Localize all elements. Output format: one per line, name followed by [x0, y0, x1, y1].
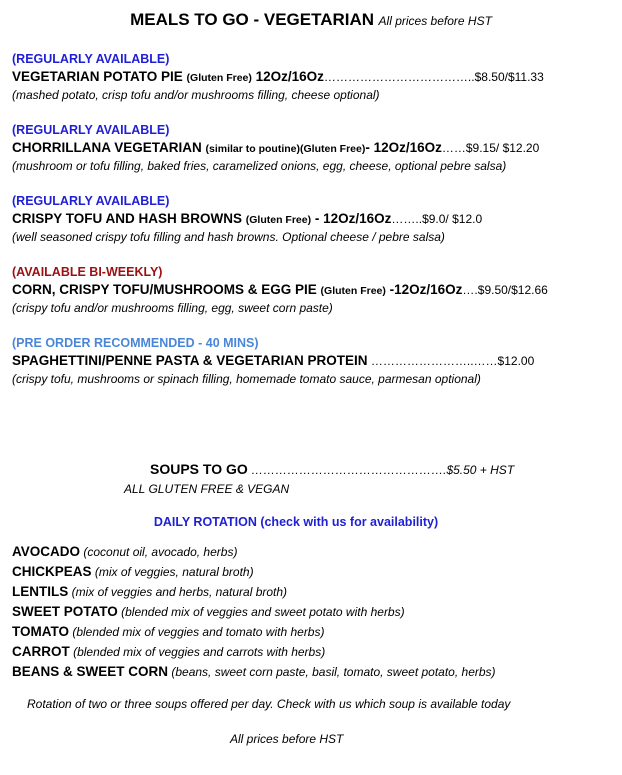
soup-name: AVOCADO [12, 544, 81, 559]
item-size: - 12Oz/16Oz [365, 140, 442, 155]
soup-name: BEANS & SWEET CORN [12, 664, 169, 679]
soup-item [12, 542, 496, 562]
item-note: (Gluten Free) [245, 214, 312, 226]
soup-name: LENTILS [12, 584, 69, 599]
item-description: (mushroom or tofu filling, baked fries, caramelized onions, egg, cheese, optional pebre salsa) [12, 159, 507, 173]
leader-dots: …….. [391, 212, 423, 226]
soup-description: (beans, sweet corn paste, basil, tomato, sweet potato, herbs) [171, 665, 496, 679]
soup-description: (blended mix of veggies and tomato with herbs) [72, 625, 325, 639]
menu-subtitle: All prices before HST [378, 14, 492, 28]
leader-dots: ……………………………….. [323, 70, 475, 84]
soup-description: (mix of veggies and herbs, natural broth) [71, 585, 288, 599]
soups-price: $5.50 + HST [446, 463, 515, 477]
soup-description: (blended mix of veggies and sweet potato with herbs) [121, 605, 405, 619]
soup-list [12, 542, 496, 682]
item-description: (mashed potato, crisp tofu and/or mushrooms filling, cheese optional) [12, 88, 380, 102]
availability-label: (REGULARLY AVAILABLE) [12, 123, 170, 137]
item-line [12, 352, 612, 371]
item-name: SPAGHETTINI/PENNE PASTA & VEGETARIAN PROTEIN [12, 353, 368, 368]
item-price: $9.50/$12.66 [477, 283, 548, 297]
availability-label: (REGULARLY AVAILABLE) [12, 52, 170, 66]
footer-note: All prices before HST [230, 732, 344, 746]
leader-dots: ……………………..…… [367, 354, 498, 368]
item-size: -12Oz/16Oz [385, 282, 463, 297]
menu-item [12, 193, 612, 246]
soup-item [12, 562, 496, 582]
soup-name: CARROT [12, 644, 70, 659]
soup-item [12, 582, 496, 602]
leader-dots: …………………………………………. [247, 463, 447, 477]
soups-subtitle: ALL GLUTEN FREE & VEGAN [124, 482, 290, 496]
item-price: $9.15/ $12.20 [465, 141, 540, 155]
soup-name: TOMATO [12, 624, 69, 639]
soups-title: SOUPS TO GO [150, 461, 248, 477]
soup-item [12, 662, 496, 682]
soup-name: SWEET POTATO [12, 604, 118, 619]
item-price: $12.00 [497, 354, 535, 368]
menu-item [12, 335, 612, 388]
item-name: CORN, CRISPY TOFU/MUSHROOMS & EGG PIE [12, 282, 321, 297]
item-name: CHORRILLANA VEGETARIAN [12, 140, 206, 155]
soup-description: (blended mix of veggies and carrots with herbs) [73, 645, 326, 659]
item-line [12, 68, 612, 87]
item-line [12, 139, 612, 158]
item-description: (well seasoned crispy tofu filling and hash browns. Optional cheese / pebre salsa) [12, 230, 445, 244]
item-note: (Gluten Free) [320, 285, 386, 297]
daily-rotation-heading: DAILY ROTATION (check with us for availability) [153, 515, 439, 529]
item-description: (crispy tofu, mushrooms or spinach filling, homemade tomato sauce, parmesan optional) [12, 372, 481, 386]
item-description: (crispy tofu and/or mushrooms filling, egg, sweet corn paste) [12, 301, 333, 315]
page-title [0, 10, 622, 30]
item-name: CRISPY TOFU AND HASH BROWNS [12, 211, 246, 226]
leader-dots: …… [441, 141, 466, 155]
soup-description: (coconut oil, avocado, herbs) [83, 545, 238, 559]
soup-item [12, 602, 496, 622]
soup-item [12, 622, 496, 642]
item-note: (Gluten Free) [186, 72, 252, 84]
item-price: $9.0/ $12.0 [422, 212, 483, 226]
item-line [12, 281, 612, 300]
menu-title: MEALS TO GO - VEGETARIAN [130, 10, 375, 29]
availability-label: (REGULARLY AVAILABLE) [12, 194, 170, 208]
menu-item [12, 122, 612, 175]
soup-description: (mix of veggies, natural broth) [94, 565, 254, 579]
item-note: (similar to poutine)(Gluten Free) [205, 143, 366, 155]
item-size: 12Oz/16Oz [251, 69, 324, 84]
menu-item [12, 264, 612, 317]
availability-label: (PRE ORDER RECOMMENDED - 40 MINS) [12, 336, 259, 350]
rotation-note: Rotation of two or three soups offered per day. Check with us which soup is available today [27, 697, 511, 711]
item-size: - 12Oz/16Oz [311, 211, 392, 226]
soup-name: CHICKPEAS [12, 564, 92, 579]
menu-item [12, 51, 612, 104]
availability-label: (AVAILABLE BI-WEEKLY) [12, 265, 163, 279]
item-line [12, 210, 612, 229]
soup-item [12, 642, 496, 662]
item-price: $8.50/$11.33 [474, 70, 544, 84]
leader-dots: …. [462, 283, 478, 297]
soups-heading [150, 461, 514, 477]
item-name: VEGETARIAN POTATO PIE [12, 69, 187, 84]
